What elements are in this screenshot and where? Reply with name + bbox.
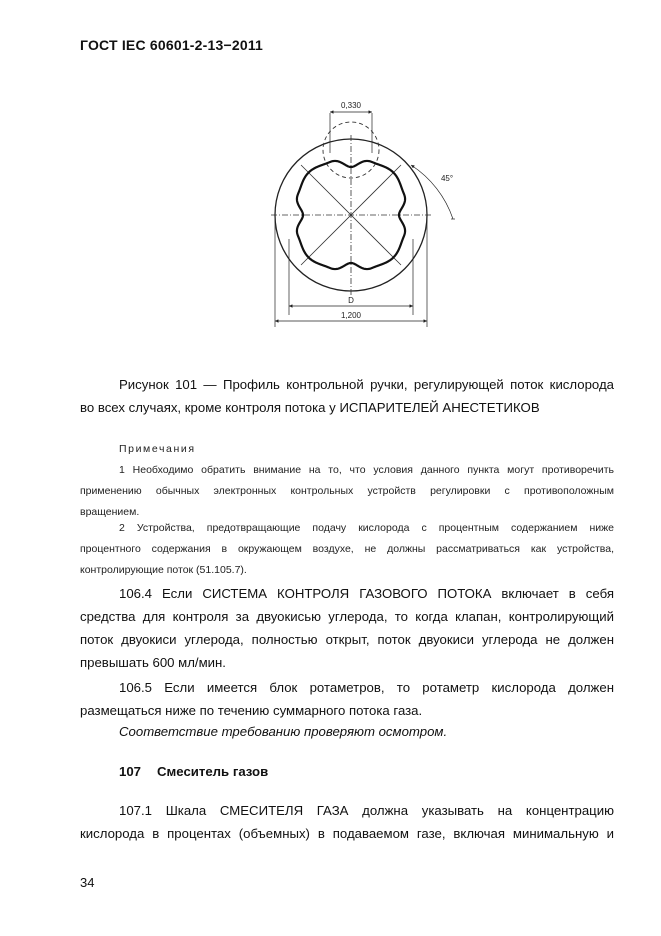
dim-angle-label: 45° <box>440 174 454 183</box>
section-title: Смеситель газов <box>157 764 269 779</box>
caption-line: во всех случаях, кроме контроля потока у ИСПАРИТЕЛЕЙ АНЕСТЕТИКОВ <box>80 400 540 415</box>
paragraph-line: 107.1 Шкала СМЕСИТЕЛЯ ГАЗА должна указывать на концентрацию <box>119 803 614 818</box>
note-line: процентного содержания в окружающем воздухе, не должны рассматриваться как устройства, <box>80 543 614 555</box>
page-number: 34 <box>80 875 95 890</box>
knob-profile-drawing <box>265 95 470 330</box>
paragraph-line: средства для контроля за двуокисью углерода, то когда клапан, контролирующий <box>80 609 614 624</box>
section-number: 107 <box>119 764 142 779</box>
knob-profile-figure <box>265 95 470 330</box>
paragraph-107-1 <box>80 799 614 845</box>
note-1 <box>80 460 614 523</box>
paragraph-line: 106.5 Если имеется блок ротаметров, то ротаметр кислорода должен <box>119 680 614 695</box>
dim-top-label: 0,330 <box>340 101 362 110</box>
paragraph-line: 106.4 Если СИСТЕМА КОНТРОЛЯ ГАЗОВОГО ПОТОКА включает в себя <box>119 586 614 601</box>
notes-title: Примечания <box>119 443 196 455</box>
note-line: контролирующие поток (51.105.7). <box>80 564 247 576</box>
paragraph-line: кислорода в процентах (объемных) в подаваемом газе, включая минимальную и <box>80 826 614 841</box>
note-line: 1 Необходимо обратить внимание на то, что условия данного пункта могут противоречить <box>119 464 614 476</box>
paragraph-line: поток двуокиси углерода, полностью открыт, поток двуокиси углерода не должен <box>80 632 614 647</box>
dim-bottom-label: 1,200 <box>340 311 362 320</box>
paragraph-line: превышать 600 мл/мин. <box>80 655 226 670</box>
note-line: 2 Устройства, предотвращающие подачу кислорода с процентным содержанием ниже <box>119 522 614 534</box>
paragraph-line: размещаться ниже по течению суммарного потока газа. <box>80 703 423 718</box>
figure-caption <box>80 373 614 419</box>
compliance-statement <box>80 720 614 743</box>
note-line: применению обычных электронных контрольных устройств регулировки с противоположным <box>80 485 614 497</box>
note-line: вращением. <box>80 506 140 518</box>
dim-d-label: D <box>348 296 354 305</box>
compliance-line: Соответствие требованию проверяют осмотром. <box>119 724 448 739</box>
paragraph-106-5 <box>80 676 614 722</box>
caption-line: Рисунок 101 — Профиль контрольной ручки, регулирующей поток кислорода <box>119 377 614 392</box>
document-header: ГОСТ IEC 60601-2-13−2011 <box>80 37 264 53</box>
paragraph-106-4 <box>80 582 614 674</box>
section-heading-107 <box>119 764 268 779</box>
note-2 <box>80 518 614 581</box>
